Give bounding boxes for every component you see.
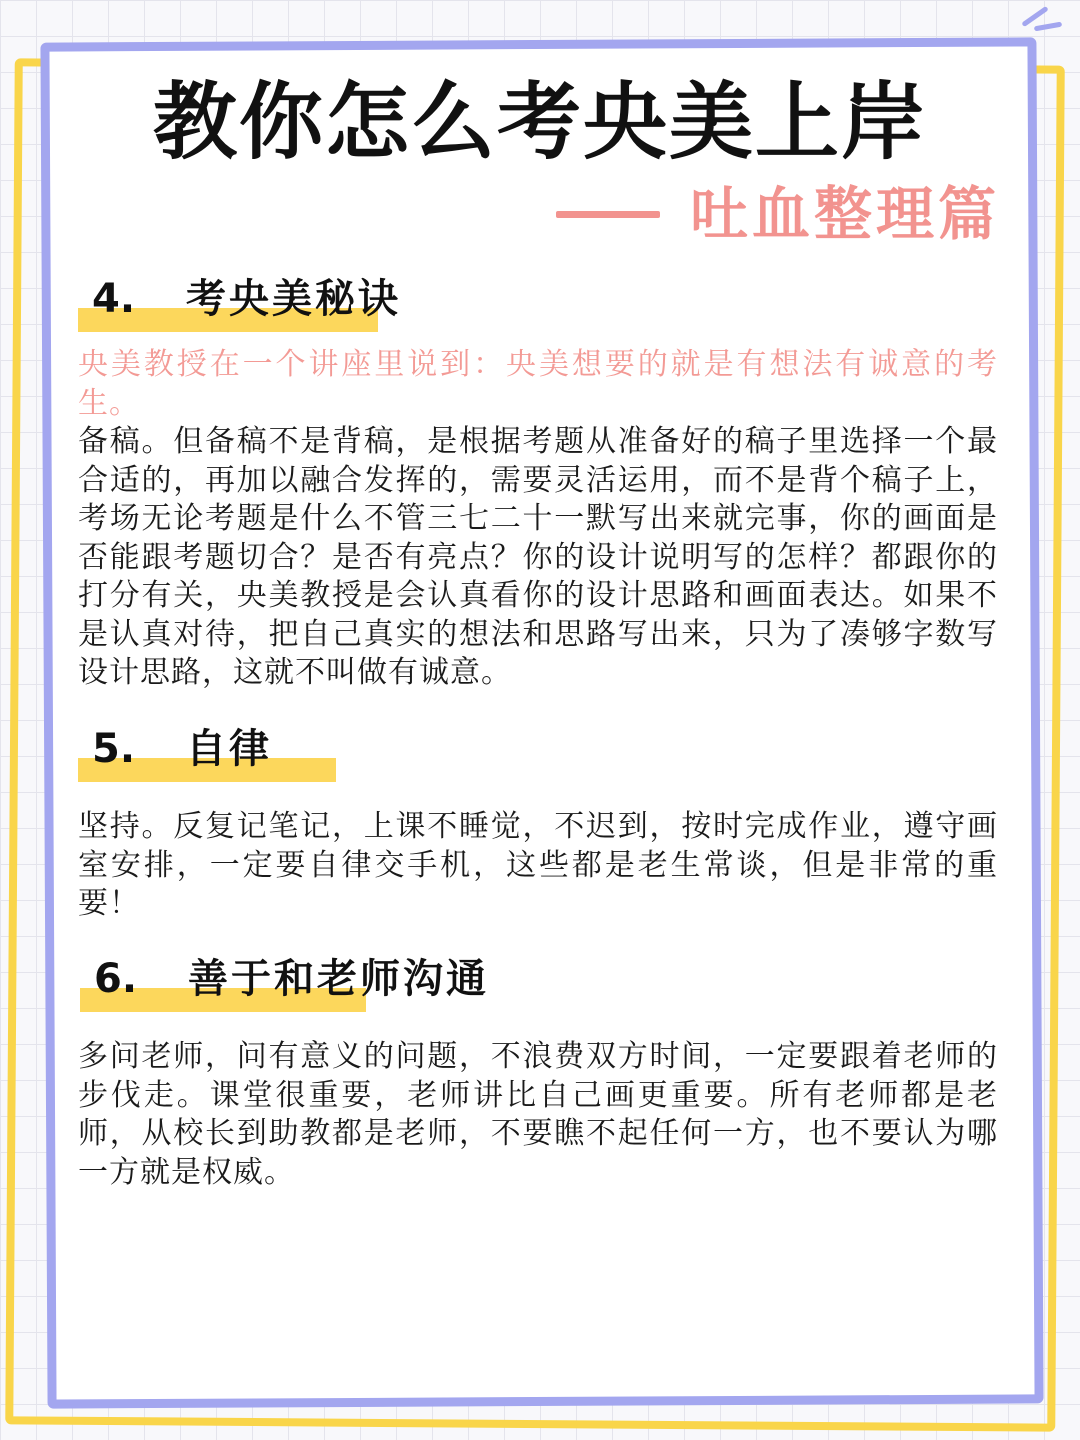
- section-number: 4.: [92, 276, 136, 322]
- section-number: 6.: [94, 956, 138, 1002]
- section-body: 多问老师，问有意义的问题，不浪费双方时间，一定要跟着老师的步伐走。课堂很重要，老师讲比自己画更重要。所有老师都是老师，从校长到助教都是老师，不要瞧不起任何一方，也不要认为哪一方就是权威。: [78, 1039, 998, 1190]
- section-heading-5: [78, 722, 338, 782]
- section-quote: 央美教授在一个讲座里说到：央美想要的就是有想法有诚意的考生。: [78, 347, 998, 421]
- section-body: 备稿。但备稿不是背稿，是根据考题从准备好的稿子里选择一个最合适的，再加以融合发挥的，需要灵活运用，而不是背个稿子上，考场无论考题是什么不管三七二十一默写出来就完事，你的画面是否能跟考题切合？是否有亮点？你的设计说明写的怎样？都跟你的打分有关，央美教授是会认真看你的设计思路和画面表达。如果不是认真对待，把自己真实的想法和思路写出来，只为了凑够字数写设计思路，这就不叫做有诚意。: [78, 424, 998, 690]
- section-title: 善于和老师沟通: [188, 956, 489, 1002]
- section-title: 考央美秘诀: [186, 276, 401, 322]
- section-heading-6: [80, 952, 520, 1012]
- page-title: 教你怎么考央美上岸: [152, 73, 927, 171]
- subtitle-dash: [556, 211, 660, 218]
- section-number: 5.: [92, 726, 136, 772]
- section-heading-4: [78, 272, 408, 332]
- page-subtitle: 吐血整理篇: [690, 180, 1001, 248]
- section-body: 坚持。反复记笔记，上课不睡觉，不迟到，按时完成作业，遵守画室安排，一定要自律交手机，这些都是老生常谈，但是非常的重要！: [78, 809, 998, 921]
- section-title: 自律: [186, 726, 272, 772]
